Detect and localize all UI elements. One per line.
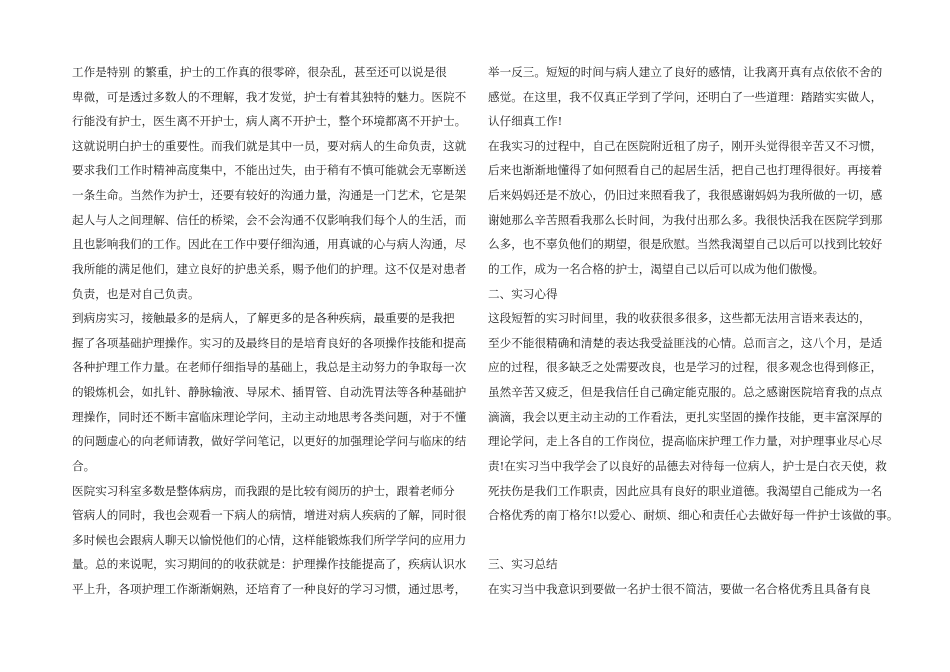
text-line: 死扶伤是我们工作职责，因此应具有良好的职业道德。我渴望自己能成为一名 <box>488 484 883 498</box>
text-line: 理操作，同时还不断丰富临床理论学问，主动主动地思考各类问题，对于不懂 <box>72 410 467 424</box>
text-line: 量。总的来说呢，实习期间的的收获就是：护理操作技能提高了，疾病认识水 <box>72 557 467 571</box>
text-line: 负责，也是对自己负责。 <box>72 287 200 301</box>
text-line: 感觉。在这里，我不仅真正学到了学问，还明白了一些道理：踏踏实实做人， <box>488 90 883 104</box>
text-line: 在我实习的过程中，自己在医院附近租了房子，刚开头觉得很辛苦又不习惯， <box>488 139 883 153</box>
text-line: 认仔细真工作! <box>488 114 563 128</box>
text-line: 一条生命。当然作为护士，还要有较好的沟通力量，沟通是一门艺术，它是架 <box>72 188 467 202</box>
text-line: 合格优秀的南丁格尔!以爱心、耐烦、细心和责任心去做好每一件护士该做的事。 <box>488 508 899 522</box>
text-line: 卑微，可是透过多数人的不理解，我才发觉，护士有着其独特的魅力。医院不 <box>72 90 467 104</box>
text-line: 医院实习科室多数是整体病房，而我跟的是比较有阅历的护士，跟着老师分 <box>72 484 455 498</box>
text-line: 合。 <box>72 459 96 473</box>
text-line: 到病房实习，接触最多的是病人，了解更多的是各种疾病，最重要的是我把 <box>72 311 455 325</box>
text-line: 工作是特别 的繁重，护士的工作真的很零碎，很杂乱，甚至还可以说是很 <box>72 65 447 79</box>
text-line: 举一反三。短短的时间与病人建立了良好的感情，让我离开真有点依依不舍的 <box>488 65 883 79</box>
text-line: 滴滴，我会以更主动主动的工作看法，更扎实坚固的操作技能，更丰富深厚的 <box>488 410 883 424</box>
text-line: 理论学问，走上各自的工作岗位，提高临床护理工作力量，对护理事业尽心尽 <box>488 434 883 448</box>
text-line: 应的过程，很多缺乏之处需要改良，也是学习的过程，很多观念也得到修正， <box>488 360 883 374</box>
text-line: 这段短暂的实习时间里，我的收获很多很多，这些都无法用言语来表达的， <box>488 311 871 325</box>
text-line: 至少不能很精确和清楚的表达我受益匪浅的心情。总而言之，这八个月，是适 <box>488 336 883 350</box>
text-line: 握了各项基础护理操作。实习的及最终目的是培育良好的各项操作技能和提高 <box>72 336 467 350</box>
text-line: 我所能的满足他们，建立良好的护患关系，赐予他们的护理。这不仅是对患者 <box>72 262 467 276</box>
text-line: 后来妈妈还是不放心，仍旧过来照看我了，我很感谢妈妈为我所做的一切，感 <box>488 188 883 202</box>
text-line: 在实习当中我意识到要做一名护士很不简洁，要做一名合格优秀且具备有良 <box>488 582 871 596</box>
text-line: 二、实习心得 <box>488 287 558 301</box>
text-line: 后来也渐渐地懂得了如何照看自己的起居生活，把自己也打理得很好。再接着 <box>488 163 883 177</box>
text-line: 虽然辛苦又疲乏，但是我信任自己确定能克服的。总之感谢医院培育我的点点 <box>488 385 883 399</box>
text-line: 行能没有护士，医生离不开护士，病人离不开护士，整个环境都离不开护士。 <box>72 114 467 128</box>
text-line: 多时候也会跟病人聊天以愉悦他们的心情，这样能锻炼我们所学学问的应用力 <box>72 533 467 547</box>
text-line: 且也影响我们的工作。因此在工作中要仔细沟通，用真诚的心与病人沟通，尽 <box>72 237 467 251</box>
text-line: 平上升，各项护理工作渐渐娴熟，还培育了一种良好的学习习惯，通过思考， <box>72 582 467 596</box>
text-line: 这就说明白护士的重要性。而我们就是其中一员，要对病人的生命负责，这就 <box>72 139 467 153</box>
text-line: 的问题虚心的向老师请教，做好学问笔记，以更好的加强理论学问与临床的结 <box>72 434 467 448</box>
text-line: 各种护理工作力量。在老师仔细指导的基础上，我总是主动努力的争取每一次 <box>72 360 467 374</box>
text-line: 三、实习总结 <box>488 557 558 571</box>
text-line: 要求我们工作时精神高度集中，不能出过失，由于稍有不慎可能就会无辜断送 <box>72 163 467 177</box>
text-line: 谢她那么辛苦照看我那么长时间，为我付出那么多。我很快活我在医院学到那 <box>488 213 883 227</box>
text-line: 么多，也不辜负他们的期望，很是欣慰。当然我渴望自己以后可以找到比较好 <box>488 237 883 251</box>
text-line: 责!在实习当中我学会了以良好的品德去对待每一位病人，护士是白衣天使，救 <box>488 459 887 473</box>
text-line: 的锻炼机会，如扎针、静脉输液、导尿术、插胃管、自动洗胃法等各种基础护 <box>72 385 467 399</box>
text-line: 的工作，成为一名合格的护士，渴望自己以后可以成为他们傲慢。 <box>488 262 825 276</box>
text-line: 管病人的同时，我也会观看一下病人的病情，增进对病人疾病的了解，同时很 <box>72 508 467 522</box>
text-line: 起人与人之间理解、信任的桥梁，会不会沟通不仅影响我们每个人的生活，而 <box>72 213 467 227</box>
